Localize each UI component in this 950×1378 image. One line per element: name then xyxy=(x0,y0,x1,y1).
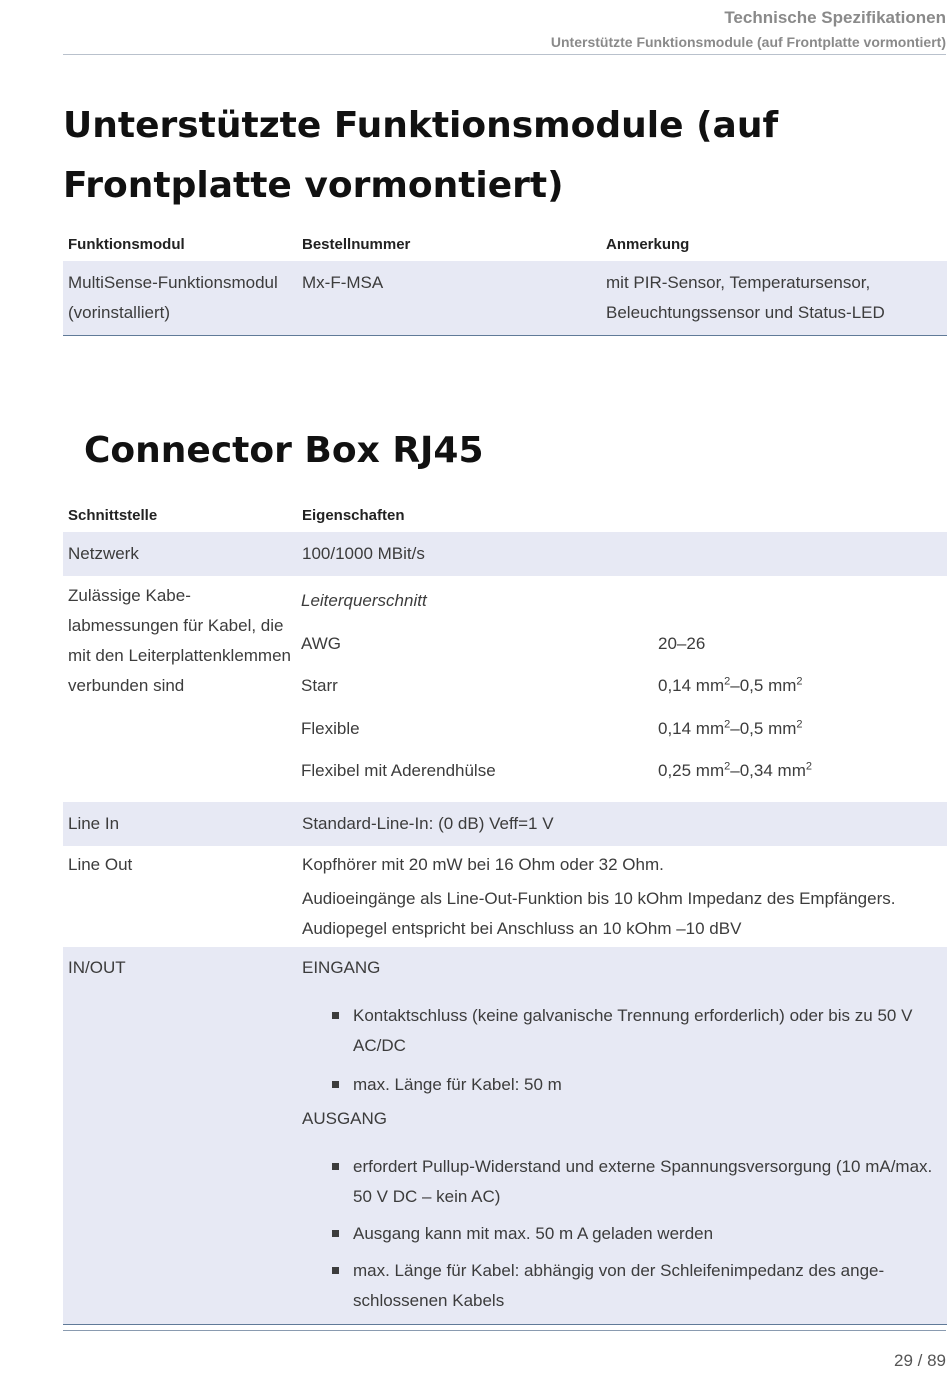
table-row xyxy=(63,532,947,576)
conductor-type: Flexible xyxy=(301,718,360,738)
section-title-connector-box: Connector Box RJ45 xyxy=(84,430,484,471)
input-label: EINGANG xyxy=(302,957,381,977)
conductor-type: AWG xyxy=(301,633,341,653)
footer-divider xyxy=(63,1330,946,1331)
list-item: max. Länge für Kabel: abhängig von der Schleifenimpedanz des angeschlossenen Kabels xyxy=(353,1256,942,1316)
conductor-type: Starr xyxy=(301,676,338,695)
interface-label: Line Out xyxy=(68,854,133,874)
table-row xyxy=(63,846,947,947)
conductor-type: Flexibel mit Aderendhülse xyxy=(301,761,496,780)
module-name: MultiSense-Funktionsmodul (vorinstalliert) xyxy=(63,261,297,336)
section-title-function-modules: Unterstützte Funktionsmodule (auf Frontplatte vormontiert) xyxy=(63,105,779,206)
interface-value xyxy=(297,846,947,947)
conductor-value: 0,14 $mm^2-0,5$ $mm^2$ xyxy=(658,717,803,738)
interface-value: Standard-Line-In: (0 dB) Veff=1 V xyxy=(297,802,947,846)
line-out-text: Audioeingänge als Line-Out-Funktion bis 10 kOhm Impedanz des Empfängers. Audiopegel entspricht bei Anschluss an 10 kOhm –10 dBV xyxy=(302,888,896,938)
interface-label: Netzwerk xyxy=(63,532,297,576)
interface-value xyxy=(297,947,947,1325)
conductor-row xyxy=(297,624,947,667)
list-item: Ausgang kann mit max. 50 m A geladen werden xyxy=(353,1219,942,1249)
conductor-row xyxy=(297,709,947,752)
table-row xyxy=(63,576,947,802)
conductor-row xyxy=(297,666,947,709)
column-header: Schnittstelle xyxy=(68,506,158,524)
header-divider xyxy=(63,54,946,55)
column-header: Anmerkung xyxy=(606,235,690,253)
conductor-heading: Leiterquerschnitt xyxy=(301,591,427,610)
line-out-text: Kopfhörer mit 20 mW bei 16 Ohm oder 32 Ohm. xyxy=(302,854,664,874)
interface-label: Line In xyxy=(63,802,297,846)
list-item: Kontaktschluss (keine galvanische Trennung erforderlich) oder bis zu 50 V AC/DC xyxy=(353,1001,942,1061)
input-list xyxy=(302,1001,942,1100)
list-item: max. Länge für Kabel: 50 m xyxy=(353,1070,942,1100)
order-number: Mx-F-MSA xyxy=(297,261,601,336)
column-header: Bestellnummer xyxy=(302,235,411,253)
interface-label: Zulässige Kabelabmessungen für Kabel, die mit den Leiterplattenklemmen verbunden sind xyxy=(68,586,292,695)
module-note: mit PIR-Sensor, Temperatursensor, Beleuchtungssensor und Status-LED xyxy=(601,261,947,336)
interface-label: IN/OUT xyxy=(63,947,297,1325)
running-header xyxy=(551,6,946,52)
conductor-row xyxy=(297,751,947,794)
conductor-table xyxy=(297,581,947,794)
header-chapter: Technische Spezifikationen xyxy=(724,8,946,27)
conductor-value: 20–26 xyxy=(658,633,706,653)
page-number: 29 / 89 xyxy=(894,1351,946,1370)
connector-box-table xyxy=(63,498,947,1325)
function-modules-table xyxy=(63,227,947,336)
table-row xyxy=(63,947,947,1325)
column-header: Funktionsmodul xyxy=(68,235,185,253)
table-row xyxy=(63,802,947,846)
list-item: erfordert Pullup-Widerstand und externe Spannungsversorgung (10 mA/max. 50 V DC – kein AC) xyxy=(353,1152,942,1212)
output-label: AUSGANG xyxy=(302,1108,388,1128)
output-list xyxy=(302,1152,942,1316)
interface-value: 100/1000 MBit/s xyxy=(297,532,947,576)
table-row xyxy=(63,261,947,336)
column-header: Eigenschaften xyxy=(302,506,405,524)
header-section: Unterstützte Funktionsmodule (auf Frontplatte vormontiert) xyxy=(550,34,946,50)
conductor-value: 0,14 $mm^2-0,5$ $mm^2$ xyxy=(658,675,803,695)
conductor-value: 0,25 $mm^2-0,34$ $mm^2$ xyxy=(658,760,812,780)
